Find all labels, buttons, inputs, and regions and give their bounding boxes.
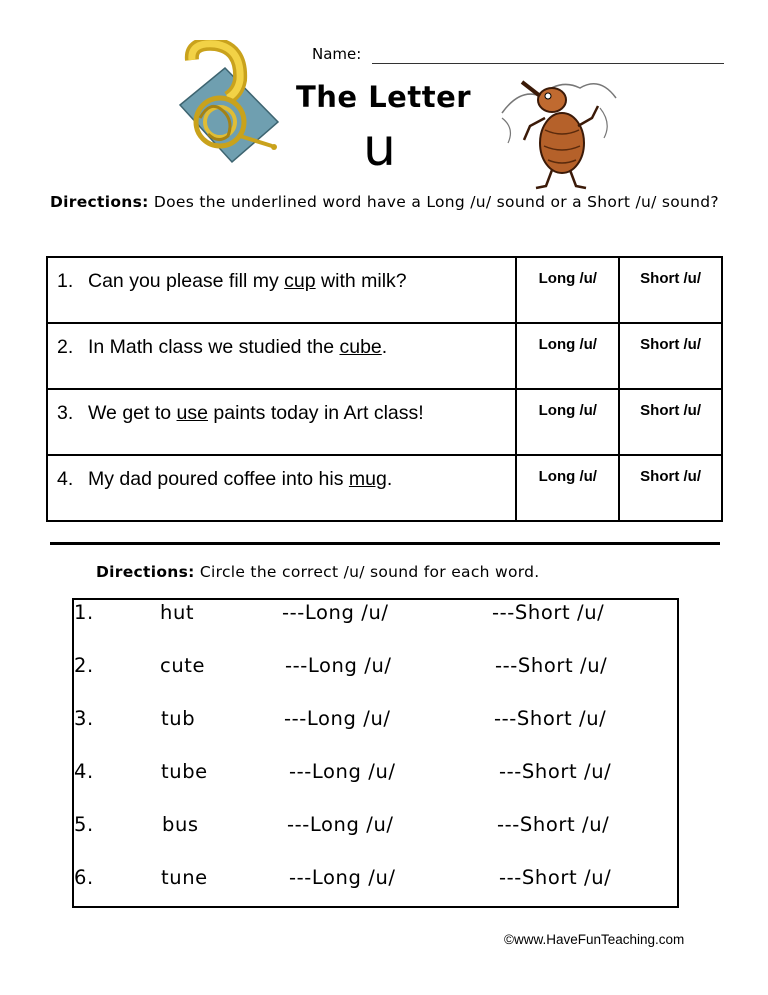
short-option[interactable]: Short /u/ <box>619 257 722 323</box>
sentence-text: paints today in Art class! <box>207 402 424 424</box>
word: bus <box>162 813 199 836</box>
row-number: 5. <box>74 813 94 836</box>
table-row <box>47 389 722 455</box>
word: tune <box>161 866 208 889</box>
short-option[interactable]: Short /u/ <box>619 389 722 455</box>
list-item <box>74 601 677 631</box>
sentence-text: We get to <box>88 402 177 424</box>
french-horn-icon <box>170 40 280 170</box>
row-number: 3. <box>57 402 74 424</box>
long-option[interactable]: ---Long /u/ <box>282 601 389 624</box>
short-option[interactable]: ---Short /u/ <box>492 601 605 624</box>
list-item <box>74 760 677 790</box>
row-number: 2. <box>74 654 94 677</box>
long-option[interactable]: Long /u/ <box>516 389 619 455</box>
short-option[interactable]: Short /u/ <box>619 323 722 389</box>
row-number: 2. <box>57 336 74 358</box>
long-option[interactable]: Long /u/ <box>516 455 619 521</box>
word: hut <box>160 601 195 624</box>
underlined-word: use <box>176 402 208 424</box>
row-number: 3. <box>74 707 94 730</box>
table-row <box>47 323 722 389</box>
sentence-text: . <box>386 468 393 490</box>
sentence-text: My dad poured coffee into his <box>88 468 349 490</box>
page-title: The Letter <box>296 80 472 114</box>
short-option[interactable]: ---Short /u/ <box>499 866 612 889</box>
circle-sound-box <box>72 598 679 908</box>
long-option[interactable]: ---Long /u/ <box>287 813 394 836</box>
short-option[interactable]: Short /u/ <box>619 455 722 521</box>
short-option[interactable]: ---Short /u/ <box>494 707 607 730</box>
section-divider <box>50 542 720 545</box>
underlined-word: mug <box>348 468 387 490</box>
underlined-word: cup <box>284 270 316 292</box>
list-item <box>74 813 677 843</box>
long-short-table <box>46 256 723 522</box>
list-item <box>74 707 677 737</box>
short-option[interactable]: ---Short /u/ <box>497 813 610 836</box>
list-item <box>74 866 677 896</box>
directions-label: Directions: <box>96 563 195 581</box>
row-number: 6. <box>74 866 94 889</box>
sentence-cell <box>47 389 516 455</box>
row-number: 4. <box>74 760 94 783</box>
directions-text: Circle the correct /u/ sound for each word. <box>194 563 540 581</box>
sentence-text: . <box>381 336 388 358</box>
short-option[interactable]: ---Short /u/ <box>495 654 608 677</box>
sentence-cell <box>47 323 516 389</box>
directions-label: Directions: <box>50 193 149 211</box>
long-option[interactable]: ---Long /u/ <box>285 654 392 677</box>
weevil-bug-icon <box>500 68 618 190</box>
name-label: Name: <box>312 45 362 63</box>
sentence-cell <box>47 257 516 323</box>
directions-text: Does the underlined word have a Long /u/ sound or a Short /u/ sound? <box>148 193 719 211</box>
sentence-cell <box>47 455 516 521</box>
directions-part-2 <box>96 563 540 581</box>
list-item <box>74 654 677 684</box>
short-option[interactable]: ---Short /u/ <box>499 760 612 783</box>
long-option[interactable]: Long /u/ <box>516 257 619 323</box>
sentence-text: In Math class we studied the <box>88 336 340 358</box>
copyright-text: ©www.HaveFunTeaching.com <box>504 932 685 947</box>
row-number: 1. <box>57 270 74 292</box>
word: cute <box>160 654 206 677</box>
name-line[interactable] <box>372 63 724 64</box>
underlined-word: cube <box>339 336 382 358</box>
long-option[interactable]: ---Long /u/ <box>289 866 396 889</box>
table-row <box>47 257 722 323</box>
long-option[interactable]: ---Long /u/ <box>284 707 391 730</box>
featured-letter: u <box>363 118 396 178</box>
word: tube <box>161 760 208 783</box>
directions-part-1 <box>50 192 730 213</box>
word: tub <box>161 707 196 730</box>
sentence-text: with milk? <box>315 270 407 292</box>
sentence-text: Can you please fill my <box>88 270 285 292</box>
table-row <box>47 455 722 521</box>
long-option[interactable]: Long /u/ <box>516 323 619 389</box>
row-number: 4. <box>57 468 74 490</box>
long-option[interactable]: ---Long /u/ <box>289 760 396 783</box>
row-number: 1. <box>74 601 94 624</box>
